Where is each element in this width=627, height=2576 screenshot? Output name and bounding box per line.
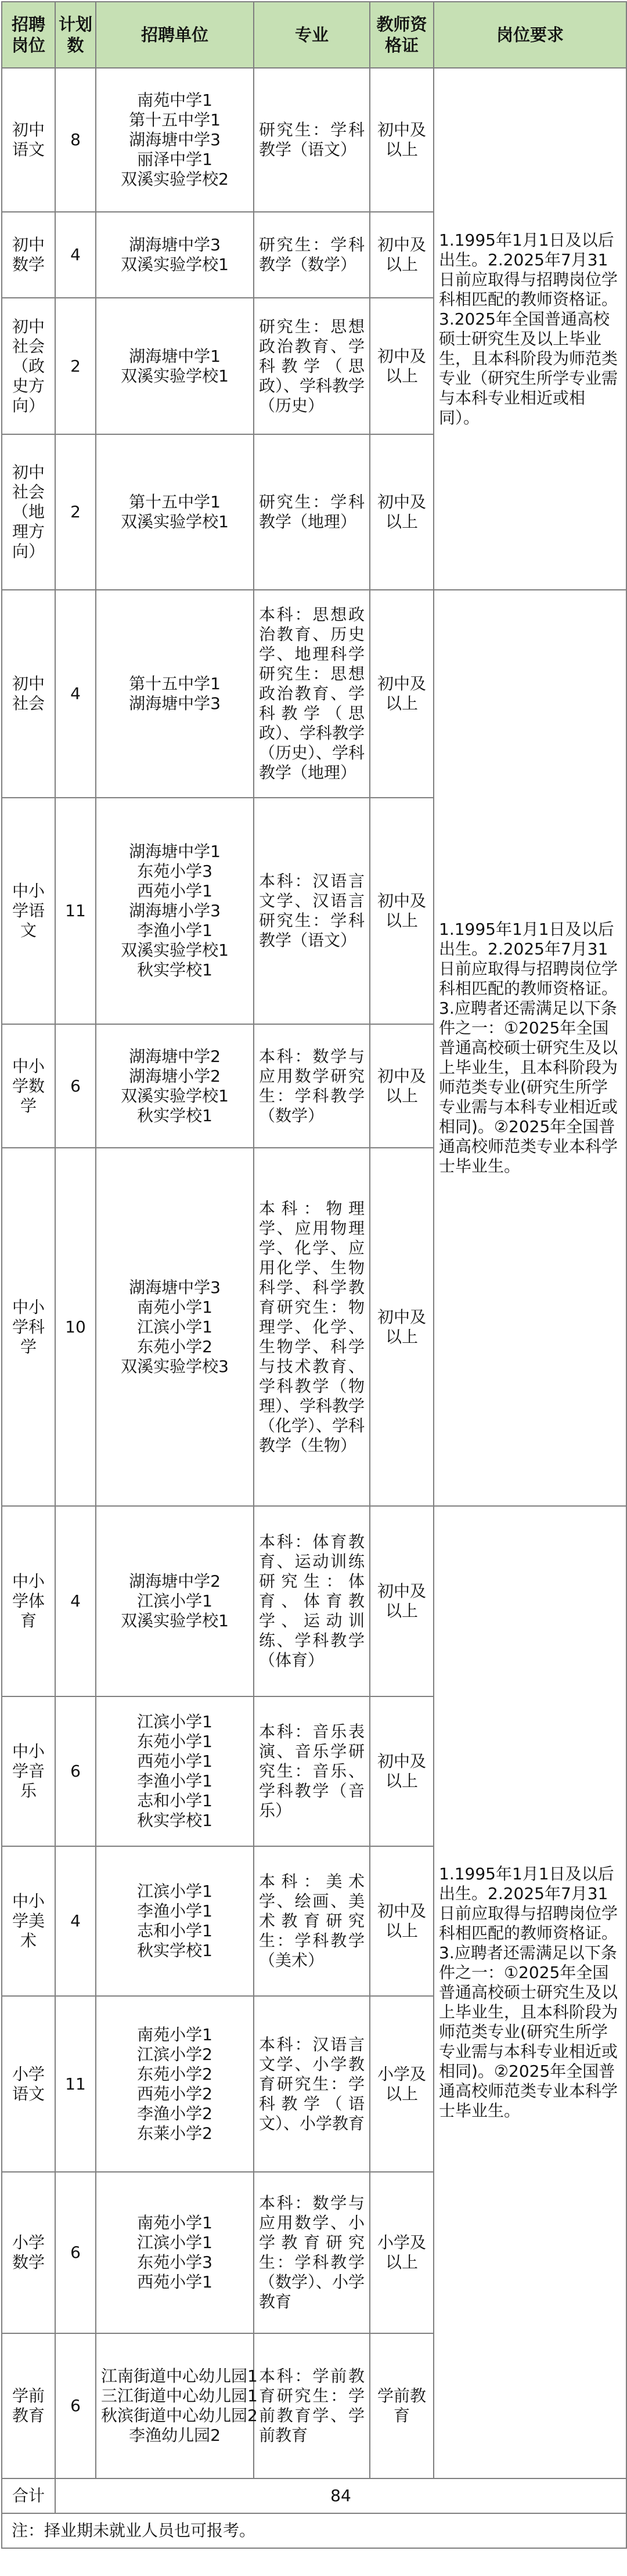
count-cell: 6 bbox=[55, 1696, 96, 1846]
unit-entry: 李渔小学2 bbox=[137, 2103, 212, 2123]
cert-cell: 初中及以上 bbox=[370, 298, 434, 434]
position-cell: 中小学数学 bbox=[2, 1024, 55, 1148]
unit-entry: 湖海塘中学3 bbox=[129, 235, 221, 254]
table-row bbox=[2, 1506, 626, 1696]
units-cell bbox=[96, 1148, 254, 1506]
units-cell bbox=[96, 590, 254, 798]
units-cell bbox=[96, 298, 254, 434]
position-cell: 中小学体育 bbox=[2, 1506, 55, 1696]
position-cell: 中小学美术 bbox=[2, 1846, 55, 1996]
unit-entry: 湖海塘中学1 bbox=[129, 842, 221, 861]
count-cell: 6 bbox=[55, 2172, 96, 2333]
units-cell bbox=[96, 1696, 254, 1846]
count-cell: 4 bbox=[55, 212, 96, 298]
position-cell: 初中社会 bbox=[2, 590, 55, 798]
units-cell bbox=[96, 68, 254, 212]
count-cell: 4 bbox=[55, 1506, 96, 1696]
cert-cell: 学前教育 bbox=[370, 2333, 434, 2478]
unit-entry: 南苑小学1 bbox=[137, 1297, 212, 1317]
units-cell bbox=[96, 2172, 254, 2333]
table-row bbox=[2, 68, 626, 212]
major-cell: 本科：学前教育研究生：学前教育学、学前教育 bbox=[254, 2333, 370, 2478]
major-cell: 研究生：学科教学（数学） bbox=[254, 212, 370, 298]
header-count: 计划数 bbox=[55, 2, 96, 68]
position-cell: 初中语文 bbox=[2, 68, 55, 212]
unit-entry: 东苑小学3 bbox=[137, 862, 212, 881]
unit-entry: 东苑小学3 bbox=[137, 2253, 212, 2272]
unit-entry: 湖海塘中学3 bbox=[129, 694, 221, 713]
unit-entry: 东苑小学1 bbox=[137, 1732, 212, 1751]
header-row bbox=[2, 2, 626, 68]
header-cert: 教师资格证 bbox=[370, 2, 434, 68]
header-requirements: 岗位要求 bbox=[434, 2, 626, 68]
unit-entry: 东莱小学2 bbox=[137, 2123, 212, 2143]
unit-entry: 双溪实验学校1 bbox=[121, 1611, 229, 1630]
unit-entry: 江滨小学1 bbox=[137, 1591, 212, 1611]
count-cell: 10 bbox=[55, 1148, 96, 1506]
unit-entry: 志和小学1 bbox=[137, 1791, 212, 1810]
position-cell: 初中社会（地理方向） bbox=[2, 434, 55, 590]
total-value: 84 bbox=[55, 2478, 626, 2513]
units-cell bbox=[96, 1024, 254, 1148]
cert-cell: 初中及以上 bbox=[370, 68, 434, 212]
unit-entry: 第十五中学1 bbox=[129, 674, 221, 693]
unit-entry: 西苑小学2 bbox=[137, 2084, 212, 2103]
major-cell: 研究生：学科教学（语文） bbox=[254, 68, 370, 212]
unit-entry: 湖海塘中学2 bbox=[129, 1046, 221, 1066]
position-cell: 小学数学 bbox=[2, 2172, 55, 2333]
count-cell: 6 bbox=[55, 1024, 96, 1148]
major-cell: 本科：数学与应用数学、小学教育研究生：学科教学（数学）、小学教育 bbox=[254, 2172, 370, 2333]
units-cell bbox=[96, 1846, 254, 1996]
major-cell: 本科：汉语言文学、汉语言研究生：学科教学（语文） bbox=[254, 798, 370, 1024]
unit-entry: 湖海塘小学3 bbox=[129, 901, 221, 920]
table-row bbox=[2, 590, 626, 798]
cert-cell: 初中及以上 bbox=[370, 1148, 434, 1506]
table-body bbox=[2, 68, 626, 2513]
cert-cell: 初中及以上 bbox=[370, 590, 434, 798]
unit-entry: 第十五中学1 bbox=[129, 110, 221, 129]
header-position: 招聘岗位 bbox=[2, 2, 55, 68]
count-cell: 11 bbox=[55, 1996, 96, 2172]
unit-entry: 西苑小学1 bbox=[137, 2272, 212, 2292]
major-cell: 本科：思想政治教育、历史学、地理科学研究生：思想政治教育、学科教学（思政）、学科教学（历史）、学科教学（地理） bbox=[254, 590, 370, 798]
unit-entry: 秋实学校1 bbox=[137, 1811, 212, 1830]
unit-entry: 李渔小学1 bbox=[137, 1901, 212, 1921]
unit-entry: 第十五中学1 bbox=[129, 492, 221, 511]
position-cell: 中小学语文 bbox=[2, 798, 55, 1024]
unit-entry: 双溪实验学校1 bbox=[121, 512, 229, 531]
cert-cell: 初中及以上 bbox=[370, 798, 434, 1024]
unit-entry: 双溪实验学校1 bbox=[121, 366, 229, 386]
unit-entry: 秋实学校1 bbox=[137, 1941, 212, 1960]
cert-cell: 初中及以上 bbox=[370, 212, 434, 298]
cert-cell: 初中及以上 bbox=[370, 1506, 434, 1696]
unit-entry: 南苑小学1 bbox=[137, 2024, 212, 2044]
unit-entry: 西苑小学1 bbox=[137, 881, 212, 900]
major-cell: 研究生：学科教学（地理） bbox=[254, 434, 370, 590]
footnote: 注：择业期未就业人员也可报考。 bbox=[1, 2514, 627, 2549]
position-cell: 初中数学 bbox=[2, 212, 55, 298]
unit-entry: 南苑小学1 bbox=[137, 2213, 212, 2232]
unit-entry: 江滨小学1 bbox=[137, 2233, 212, 2252]
unit-entry: 湖海塘小学2 bbox=[129, 1066, 221, 1086]
unit-entry: 湖海塘中学1 bbox=[129, 346, 221, 366]
cert-cell: 小学及以上 bbox=[370, 2172, 434, 2333]
cert-cell: 小学及以上 bbox=[370, 1996, 434, 2172]
unit-entry: 江滨小学1 bbox=[137, 1712, 212, 1731]
unit-entry: 东苑小学2 bbox=[137, 1336, 212, 1356]
cert-cell: 初中及以上 bbox=[370, 1846, 434, 1996]
unit-entry: 江滨小学2 bbox=[137, 2044, 212, 2064]
header-major: 专业 bbox=[254, 2, 370, 68]
unit-entry: 李渔小学1 bbox=[137, 1771, 212, 1790]
position-cell: 初中社会（政史方向） bbox=[2, 298, 55, 434]
position-cell: 中小学科学 bbox=[2, 1148, 55, 1506]
unit-entry: 江南街道中心幼儿园1 bbox=[101, 2366, 258, 2386]
major-cell: 本科：体育教育、运动训练研究生：体育、体育教学、运动训练、学科教学（体育） bbox=[254, 1506, 370, 1696]
count-cell: 11 bbox=[55, 798, 96, 1024]
unit-entry: 丽泽中学1 bbox=[137, 150, 212, 169]
count-cell: 8 bbox=[55, 68, 96, 212]
units-cell bbox=[96, 1506, 254, 1696]
unit-entry: 江滨小学1 bbox=[137, 1882, 212, 1901]
unit-entry: 南苑中学1 bbox=[137, 91, 212, 110]
unit-entry: 双溪实验学校1 bbox=[121, 255, 229, 274]
unit-entry: 江滨小学1 bbox=[137, 1317, 212, 1336]
unit-entry: 秋滨街道中心幼儿园2 bbox=[101, 2406, 258, 2425]
unit-entry: 双溪实验学校1 bbox=[121, 941, 229, 960]
header-units: 招聘单位 bbox=[96, 2, 254, 68]
unit-entry: 秋实学校1 bbox=[137, 960, 212, 979]
requirements-cell: 1.1995年1月1日及以后出生。2.2025年7月31日前应取得与招聘岗位学科相匹配的教师资格证。3.2025年全国普通高校硕士研究生及以上毕业生，且本科阶段为师范类专业（研究生所学专业需与本科专业相近或相同）。 bbox=[434, 68, 626, 590]
recruitment-table bbox=[1, 1, 627, 2514]
major-cell: 本科：音乐表演、音乐学研究生：音乐、学科教学（音乐） bbox=[254, 1696, 370, 1846]
count-cell: 2 bbox=[55, 434, 96, 590]
position-cell: 小学语文 bbox=[2, 1996, 55, 2172]
unit-entry: 湖海塘中学2 bbox=[129, 1572, 221, 1591]
count-cell: 6 bbox=[55, 2333, 96, 2478]
units-cell bbox=[96, 212, 254, 298]
unit-entry: 双溪实验学校2 bbox=[121, 170, 229, 189]
unit-entry: 志和小学1 bbox=[137, 1921, 212, 1940]
cert-cell: 初中及以上 bbox=[370, 1696, 434, 1846]
major-cell: 研究生：思想政治教育、学科教学（思政）、学科教学（历史） bbox=[254, 298, 370, 434]
position-cell: 学前教育 bbox=[2, 2333, 55, 2478]
requirements-cell: 1.1995年1月1日及以后出生。2.2025年7月31日前应取得与招聘岗位学科相匹配的教师资格证。3.应聘者还需满足以下条件之一：①2025年全国普通高校硕士研究生及以上毕业生，且本科阶段为师范类专业(研究生所学专业需与本科专业相近或相同)。②2025年全国普通高校师范类专业本科学士毕业生。 bbox=[434, 1506, 626, 2478]
unit-entry: 李渔小学1 bbox=[137, 921, 212, 940]
major-cell: 本科：美术学、绘画、美术教育研究生：学科教学（美术） bbox=[254, 1846, 370, 1996]
cert-cell: 初中及以上 bbox=[370, 434, 434, 590]
count-cell: 4 bbox=[55, 590, 96, 798]
major-cell: 本科：汉语言文学、小学教育研究生：学科教学（语文）、小学教育 bbox=[254, 1996, 370, 2172]
major-cell: 本科：数学与应用数学研究生：学科教学（数学） bbox=[254, 1024, 370, 1148]
total-row bbox=[2, 2478, 626, 2513]
units-cell bbox=[96, 798, 254, 1024]
unit-entry: 双溪实验学校3 bbox=[121, 1356, 229, 1376]
unit-entry: 湖海塘中学3 bbox=[129, 1277, 221, 1297]
units-cell bbox=[96, 1996, 254, 2172]
units-cell bbox=[96, 434, 254, 590]
position-cell: 中小学音乐 bbox=[2, 1696, 55, 1846]
units-cell bbox=[96, 2333, 258, 2478]
major-cell: 本科：物理学、应用物理学、化学、应用化学、生物科学、科学教育研究生：物理学、化学、生物学、科学与技术教育、学科教学（物理）、学科教学（化学）、学科教学（生物） bbox=[254, 1148, 370, 1506]
requirements-cell: 1.1995年1月1日及以后出生。2.2025年7月31日前应取得与招聘岗位学科相匹配的教师资格证。3.应聘者还需满足以下条件之一：①2025年全国普通高校硕士研究生及以上毕业生，且本科阶段为师范类专业(研究生所学专业需与本科专业相近或相同)。②2025年全国普通高校师范类专业本科学士毕业生。 bbox=[434, 590, 626, 1506]
unit-entry: 李渔幼儿园2 bbox=[129, 2426, 221, 2445]
unit-entry: 东苑小学2 bbox=[137, 2064, 212, 2084]
unit-entry: 三江街道中心幼儿园1 bbox=[101, 2386, 258, 2405]
count-cell: 2 bbox=[55, 298, 96, 434]
total-label: 合计 bbox=[2, 2478, 55, 2513]
unit-entry: 秋实学校1 bbox=[137, 1105, 212, 1125]
cert-cell: 初中及以上 bbox=[370, 1024, 434, 1148]
unit-entry: 湖海塘中学3 bbox=[129, 130, 221, 149]
unit-entry: 双溪实验学校1 bbox=[121, 1086, 229, 1105]
unit-entry: 西苑小学1 bbox=[137, 1752, 212, 1771]
count-cell: 4 bbox=[55, 1846, 96, 1996]
